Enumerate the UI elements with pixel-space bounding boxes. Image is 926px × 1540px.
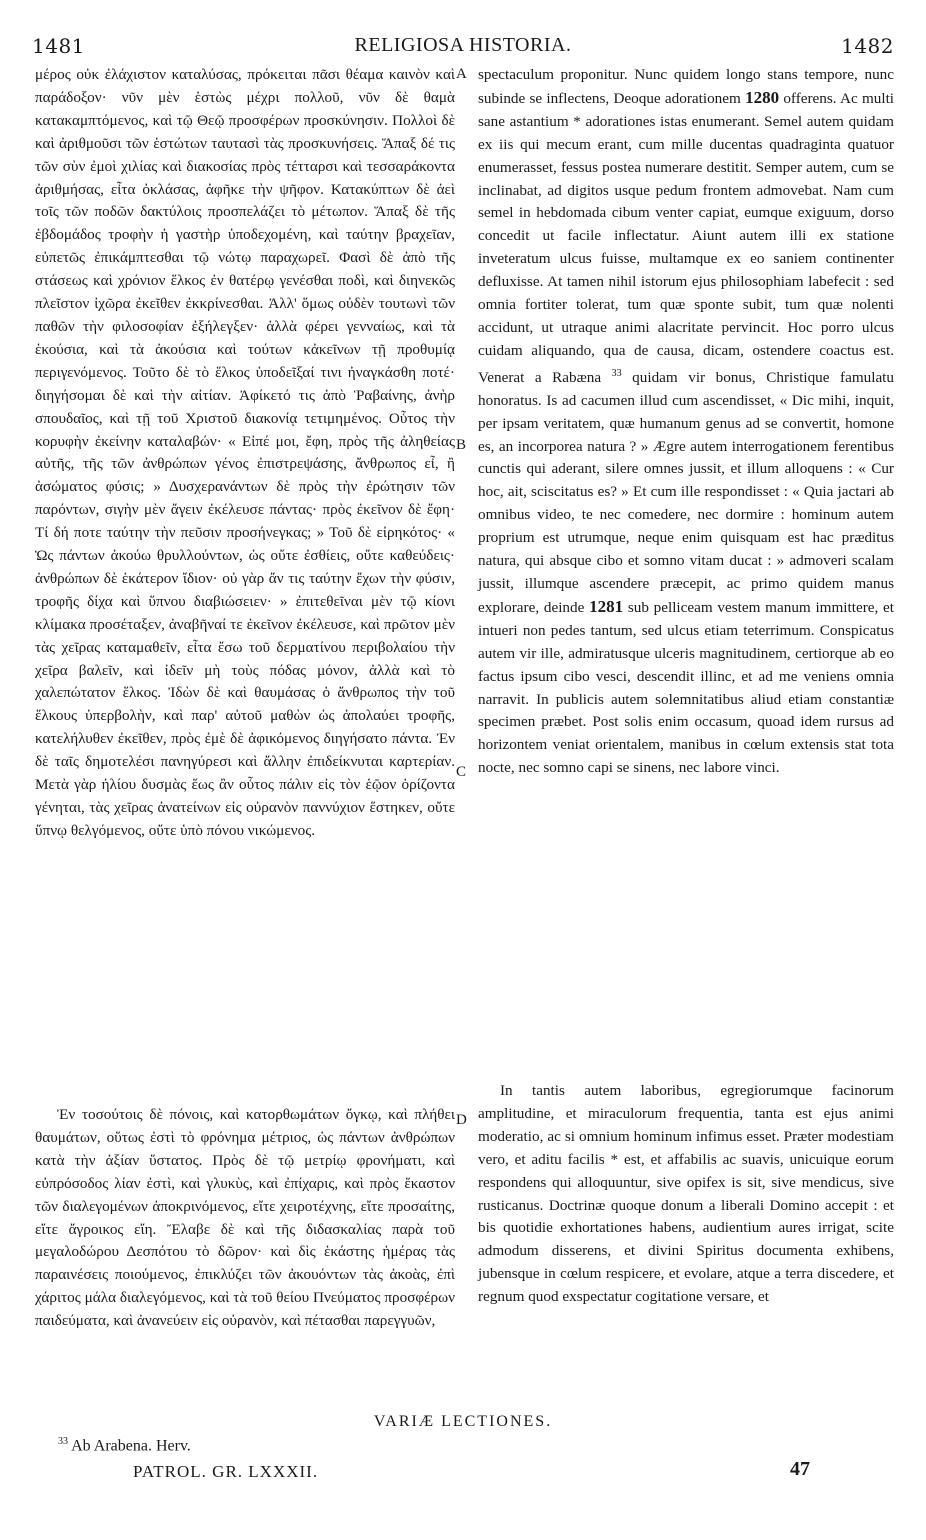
margin-letter-d: D bbox=[456, 1112, 467, 1128]
page-number-left: 1481 bbox=[32, 34, 85, 58]
latin-column-top bbox=[478, 64, 894, 780]
latin-text: sub pelliceam vestem manum immittere, et intueri non pedes tantum, sed ulcus etiam teterrimum. Conspicatus autem vir ille, admiratusque ulceris magnitudinem, certiorque ab eo factus ipsum cibo vesci, descendit illinc, et ad me veniens omnia narravit. In publicis autem solemnitatibus aliud etiam constantiæ specimen præbet. Post solis enim occasum, quoad idem rursus ad horizontem veniat orientalem, manibus in cœlum extensis stat tota nocte, nec somno capi se sinens, nec labore vinci. bbox=[478, 598, 894, 777]
column-number: 1280 bbox=[745, 87, 780, 107]
page-number-right: 1482 bbox=[841, 34, 894, 58]
margin-letter-a: A bbox=[456, 66, 467, 82]
margin-letter-c: C bbox=[456, 764, 467, 780]
footnote-number: 33 bbox=[58, 1436, 68, 1447]
column-number: 1281 bbox=[589, 596, 624, 616]
latin-text: quidam vir bonus, Christique famulatu honoratus. Is ad cacumen illud cum ascendisset, « Dic mihi, inquit, per ipsam veritatem, quæ humanum genus ad se convertit, homone es, an incorporea natura ? » Ægre autem interrogationem ferentibus cunctis qui aderant, silere omnes jussit, et illum alloquens : « Cur hoc, ait, sciscitatus es? » Et cum ille respondisset : « Quia jactari ab omnibus video, te nec comedere, nec dormire : hominum autem proprium est utrumque, neque enim quisquam est hac præditus natura, qui absque cibo et somno vitam ducat : » admoveri scalam jussit, illumque ascendere præcepit, ac primo quidem manus explorare, deinde bbox=[478, 368, 895, 616]
signature-line: PATROL. GR. LXXXII. bbox=[133, 1462, 319, 1481]
sheet-number: 47 bbox=[790, 1458, 810, 1480]
footnote bbox=[58, 1436, 191, 1455]
running-header bbox=[32, 34, 894, 60]
variae-lectiones-heading: VARIÆ LECTIONES. bbox=[373, 1413, 553, 1430]
greek-column-bottom: Ἐν τοσούτοις δὲ πόνοις, καὶ κατορθωμάτων ὄγκῳ, καὶ πλήθει θαυμάτων, οὕτως ἐστὶ τὸ φρόνημα μέτριος, ὡς πάντων ἀνθρώπων κατὰ τὴν ἀξίαν ὕστατος. Πρὸς δὲ τῷ μετρίῳ φρονήματι, καὶ εὐπρόσοδος λίαν ἐστὶ, καὶ γλυκὺς, καὶ ἐπίχαρις, καὶ πρὸς ἕκαστον τῶν διαλεγομένων ἀποκρινόμενος, εἴτε χειροτέχνης, εἴτε προσαίτης, εἴτε ἄγροικος εἴη. Ἔλαβε δὲ καὶ τῆς διδασκαλίας παρὰ τοῦ μεγαλοδώρου Δεσπότου τὸ δῶρον· καὶ δὶς ἑκάστης ἡμέρας τὰς παραινέσεις ποιούμενος, ἐπικλύζει τῶν ἀκουόντων τὰς ἀκοὰς, ἐπὶ χάριτος μάλα διαλεγόμενος, καὶ τὰ τοῦ θείου Πνεύματος προσφέρων παιδεύματα, καὶ ἀνανεύειν εἰς οὐρανὸν, καὶ πέτασθαι παρεγγυῶν, bbox=[35, 1106, 455, 1330]
margin-letter-b: B bbox=[456, 437, 467, 453]
running-title: RELIGIOSA HISTORIA. bbox=[354, 34, 572, 56]
latin-text: offerens. Ac multi sane astantium * adorationes istas enumerant. Semel autem quidam ex iis qui mecum erant, cum mille ducentas quadraginta quatuor enumerasset, fessus postea numerare destitit. Semper autem, cum se inclinabat, ad digitos usque pedum frontem admovebat. Nam cum semel in hebdomada cibum venter capiat, eumque exiguum, dorso concedit ut facile inflectatur. Aiunt autem illi ex statione inveteratum ulcus fuisse, multamque ex eo saniem continenter defluxisse. At tamen nihil istorum ejus philosophiam labefecit : sed omnia fortiter tolerat, tum quæ sponte subit, tum quæ nolenti accidunt, ut utraque animi alacritate pervincit. Hoc porro ulcus cuidam aliquando, qua de causa, dicam, ostendere coactus est. Venerat a Rabæna bbox=[478, 89, 895, 386]
greek-column-top: μέρος οὐκ ἐλάχιστον καταλύσας, πρόκειται πᾶσι θέαμα καινὸν καὶ παράδοξον· νῦν μὲν ἑστὼς μέχρι πολλοῦ, νῦν δὲ θαμὰ κατακαμπτόμενος, καὶ τῷ Θεῷ προσφέρων προσκύνησιν. Πολλοὶ δὲ καὶ ἀριθμοῦσι τῶν ἑστώτων ταυτασὶ τὰς προσκυνήσεις. Ἅπαξ δέ τις τῶν σὺν ἐμοὶ χιλίας καὶ διακοσίας πρὸς τέτταρσι καὶ τεσσαράκοντα ἀριθμήσας, εἶτα ὀκλάσας, ἀφῆκε τὴν ψῆφον. Κατακύπτων δὲ ἀεὶ τοῖς τῶν ποδῶν δακτύλοις προσπελάζει τὸ μέτωπον. Ἅπαξ δὲ τῆς ἑβδομάδος τροφὴν ἡ γαστὴρ ὑποδεχομένη, καὶ ταύτην βραχεῖαν, εὐπετῶς ἐπικάμπτεσθαι τῷ νώτῳ παραχωρεῖ. Φασὶ δὲ ἀπὸ τῆς στάσεως καὶ χρόνιον ἕλκος ἐν θατέρῳ γενέσθαι ποδὶ, καὶ διηνεκῶς πλεῖστον ἰχῶρα ἐκεῖθεν ἐκκρίνεσθαι. Ἀλλ' ὅμως οὐδὲν τουτωνὶ τῶν παθῶν τὴν φιλοσοφίαν ἐξήλεγξεν· ἀλλὰ φέρει γενναίως, καὶ τὰ ἑκούσια, καὶ τὰ ἀκούσια καὶ τούτων κἀκεῖνων τῇ προθυμίᾳ περιγενόμενος. Τοῦτο δὲ τὸ ἕλκος ὑποδεῖξαί τινι ἠναγκάσθη ποτέ· διηγήσομαι δὲ καὶ τὴν αἰτίαν. Ἀφίκετό τις ἀπὸ Ῥαβαίνης, ἀνὴρ σπουδαῖος, καὶ τῇ τοῦ Χριστοῦ διακονίᾳ τετιμημένος. Οὗτος τὴν κορυφὴν ἐκείνην καταλαβών· « Εἰπέ μοι, ἔφη, πρὸς τῆς ἀληθείας αὐτῆς, τῆς τῶν ἀνθρώπων γένος ἐπιστρεψάσης, ἄνθρωπος εἶ, ἢ ἀσώματος φύσις; » Δυσχερανάντων δὲ πρὸς τὴν ἐρώτησιν τῶν παρόντων, σιγὴν μὲν ἄγειν ἐκέλευσε πάντας· πρὸς ἐκεῖνον δὲ ἔφη· Τί δή ποτε ταύτην τὴν πεῦσιν προσήνεγκας; » Τοῦ δὲ εἰρηκότος· « Ὡς πάντων ἀκούω θρυλλούντων, ὡς οὔτε ἐσθίεις, οὔτε καθεύδεις· ἀνθρώπων δὲ ἑκάτερον ἴδιον· οὐ γὰρ ἄν τις ταύτην ἔχων τὴν φύσιν, τροφῆς δίχα καὶ ὕπνου διαβιώσειεν· » ἐπιτεθεῖναι μὲν τῷ κίονι κλίμακα προσέταξεν, ἀναβῆναί τε ἐκεῖνον ἐκέλευσε, καὶ πρῶτον μὲν τὰς χεῖρας καταμαθεῖν, εἶτα ἔσω τοῦ δερματίνου περιβολαίου τὴν χεῖρα βαλεῖν, καὶ ἰδεῖν μὴ τοὺς πόδας μόνον, ἀλλὰ καὶ τὸ χαλεπώτατον ἕλκος. Ἰδὼν δὲ καὶ θαυμάσας ὁ ἄνθρωπος τὴν τοῦ ἕλκους ὑπερβολὴν, καὶ παρ' αὐτοῦ μαθὼν ὡς ἀπολαύει τροφῆς, κατελήλυθεν ἐκεῖθεν, πρὸς ἐμὲ δὲ ἀφικόμενος διηγήσατο πάντα. Ἐν δὲ ταῖς δημοτελέσι πανηγύρεσι καὶ ἄλλην ἐπιδείκνυται καρτερίαν. Μετὰ γὰρ ἡλίου δυσμὰς ἕως ἂν οὗτος πάλιν εἰς τὸν ἑῷον ὁρίζοντα γένηται, τὰς χεῖρας ἀνατείνων εἰς οὐρανὸν παννύχιον ἕστηκεν, οὔτε ὕπνῳ θελγόμενος, οὔτε ὑπὸ πόνου νικώμενος. bbox=[35, 66, 455, 839]
footnote-text: Ab Arabena. Herv. bbox=[71, 1437, 191, 1455]
latin-column-bottom: In tantis autem laboribus, egregiorumque facinorum amplitudine, et miraculorum frequentia, tanta est ejus animi moderatio, ac si omnium hominum infimus esset. Præter modestiam vero, et aditu facilis * est, et affabilis ac suavis, unicuique eorum respondens qui alloquuntur, sive opifex is sit, sive mendicus, sive rusticanus. Doctrinæ quoque donum a liberali Domino accepit : et bis quotidie exhortationes habens, audientium aures irrigat, scite admodum disserens, et divini Spiritus documenta exhibens, jubensque in cœlum respicere, et evolare, atque a terra discedere, et regnum quod exspectatur cogitatione versare, et bbox=[478, 1082, 894, 1306]
latin-text: spectaculum proponitur. Nunc quidem longo stans tempore, nunc subinde se inflectens, Deoque adorationem bbox=[478, 66, 894, 107]
footnote-ref: 33 bbox=[611, 367, 622, 379]
